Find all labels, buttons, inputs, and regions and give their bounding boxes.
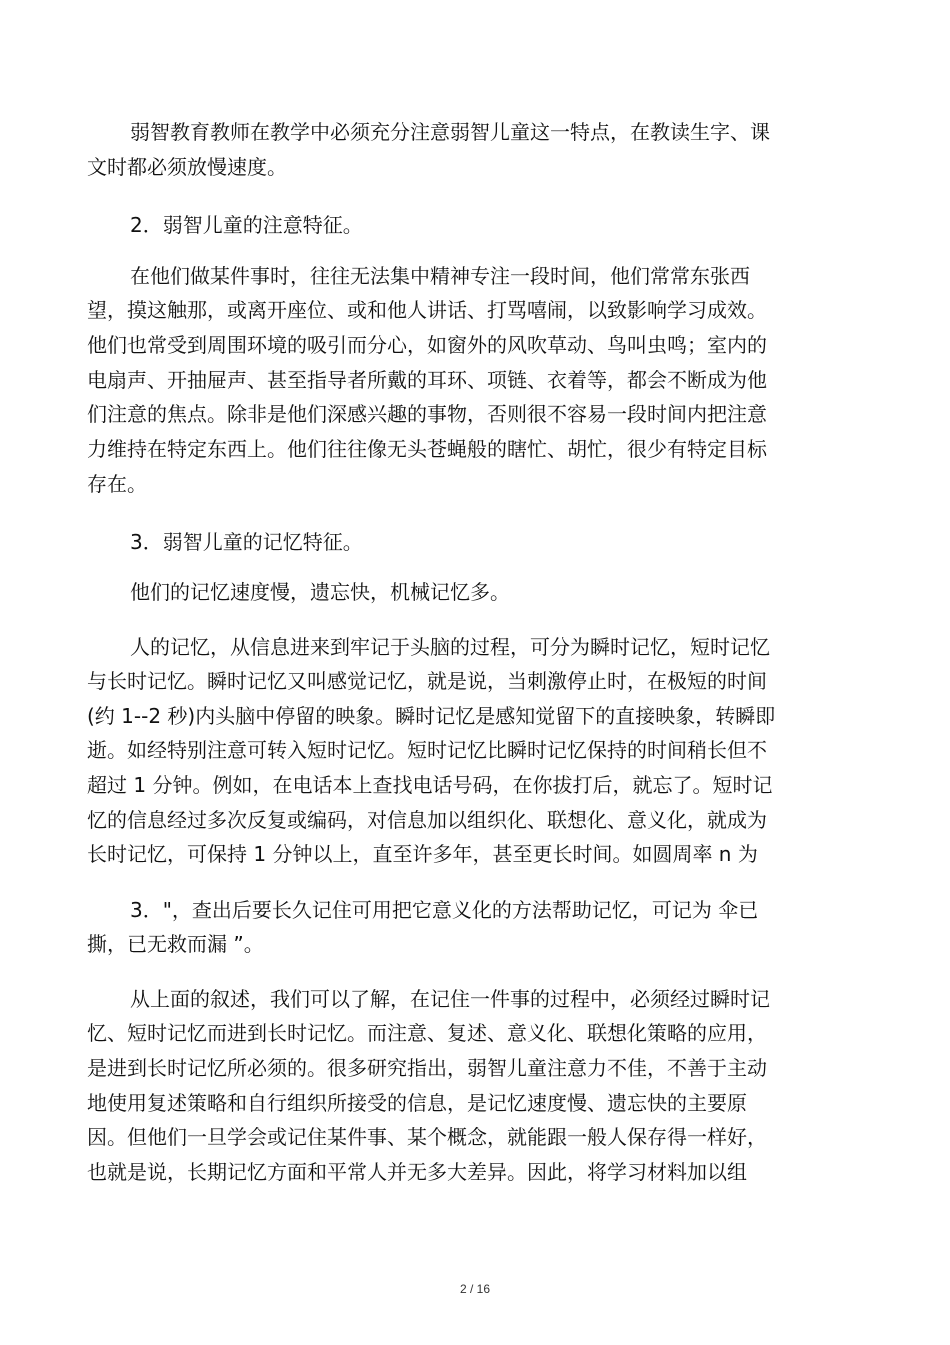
text-line: 忆的信息经过多次反复或编码，对信息加以组织化、联想化、意义化，就成为 [87, 808, 767, 832]
text-line: 电扇声、开抽屉声、甚至指导者所戴的耳环、项链、衣着等，都会不断成为他 [87, 368, 767, 392]
text-line: 也就是说，长期记忆方面和平常人并无多大差异。因此，将学习材料加以组 [87, 1160, 747, 1184]
text-line: 存在。 [87, 472, 147, 496]
text-line: 从上面的叙述，我们可以了解，在记住一件事的过程中，必须经过瞬时记 [130, 987, 770, 1011]
text-line: 忆、短时记忆而进到长时记忆。而注意、复述、意义化、联想化策略的应用， [87, 1021, 767, 1045]
text-line: 地使用复述策略和自行组织所接受的信息，是记忆速度慢、遗忘快的主要原 [87, 1091, 747, 1115]
text-line: 在他们做某件事时，往往无法集中精神专注一段时间，他们常常东张西 [130, 264, 750, 288]
text-line: 3．"，查出后要长久记住可用把它意义化的方法帮助记忆，可记为 伞已 [130, 898, 759, 922]
text-line: 文时都必须放慢速度。 [87, 155, 287, 179]
page-number: 2 / 16 [459, 1282, 491, 1296]
text-line: 他们也常受到周围环境的吸引而分心，如窗外的风吹草动、鸟叫虫鸣；室内的 [87, 333, 767, 357]
text-line: 因。但他们一旦学会或记住某件事、某个概念，就能跟一般人保存得一样好， [87, 1125, 767, 1149]
text-line: 超过 1 分钟。例如，在电话本上查找电话号码，在你拔打后，就忘了。短时记 [87, 773, 773, 797]
text-line: 弱智教育教师在教学中必须充分注意弱智儿童这一特点，在教读生字、课 [130, 120, 770, 144]
text-line: 望，摸这触那，或离开座位、或和他人讲话、打骂嘻闹，以致影响学习成效。 [87, 298, 767, 322]
text-line: 们注意的焦点。除非是他们深感兴趣的事物，否则很不容易一段时间内把注意 [87, 402, 767, 426]
text-line: 力维持在特定东西上。他们往往像无头苍蝇般的瞎忙、胡忙，很少有特定目标 [87, 437, 767, 461]
section-heading: 3．弱智儿童的记忆特征。 [130, 530, 363, 554]
text-line: 逝。如经特别注意可转入短时记忆。短时记忆比瞬时记忆保持的时间稍长但不 [87, 738, 767, 762]
text-line: 他们的记忆速度慢，遗忘快，机械记忆多。 [130, 580, 510, 604]
text-line: 是进到长时记忆所必须的。很多研究指出，弱智儿童注意力不佳，不善于主动 [87, 1056, 767, 1080]
section-heading: 2．弱智儿童的注意特征。 [130, 213, 363, 237]
text-line: 撕，已无救而漏 ”。 [87, 932, 264, 956]
text-line: (约 1--2 秒)内头脑中停留的映象。瞬时记忆是感知觉留下的直接映象，转瞬即 [87, 704, 776, 728]
text-line: 长时记忆，可保持 1 分钟以上，直至许多年，甚至更长时间。如圆周率 n 为 [87, 842, 758, 866]
text-line: 与长时记忆。瞬时记忆又叫感觉记忆，就是说，当刺激停止时，在极短的时间 [87, 669, 767, 693]
text-line: 人的记忆，从信息进来到牢记于头脑的过程，可分为瞬时记忆，短时记忆 [130, 635, 770, 659]
